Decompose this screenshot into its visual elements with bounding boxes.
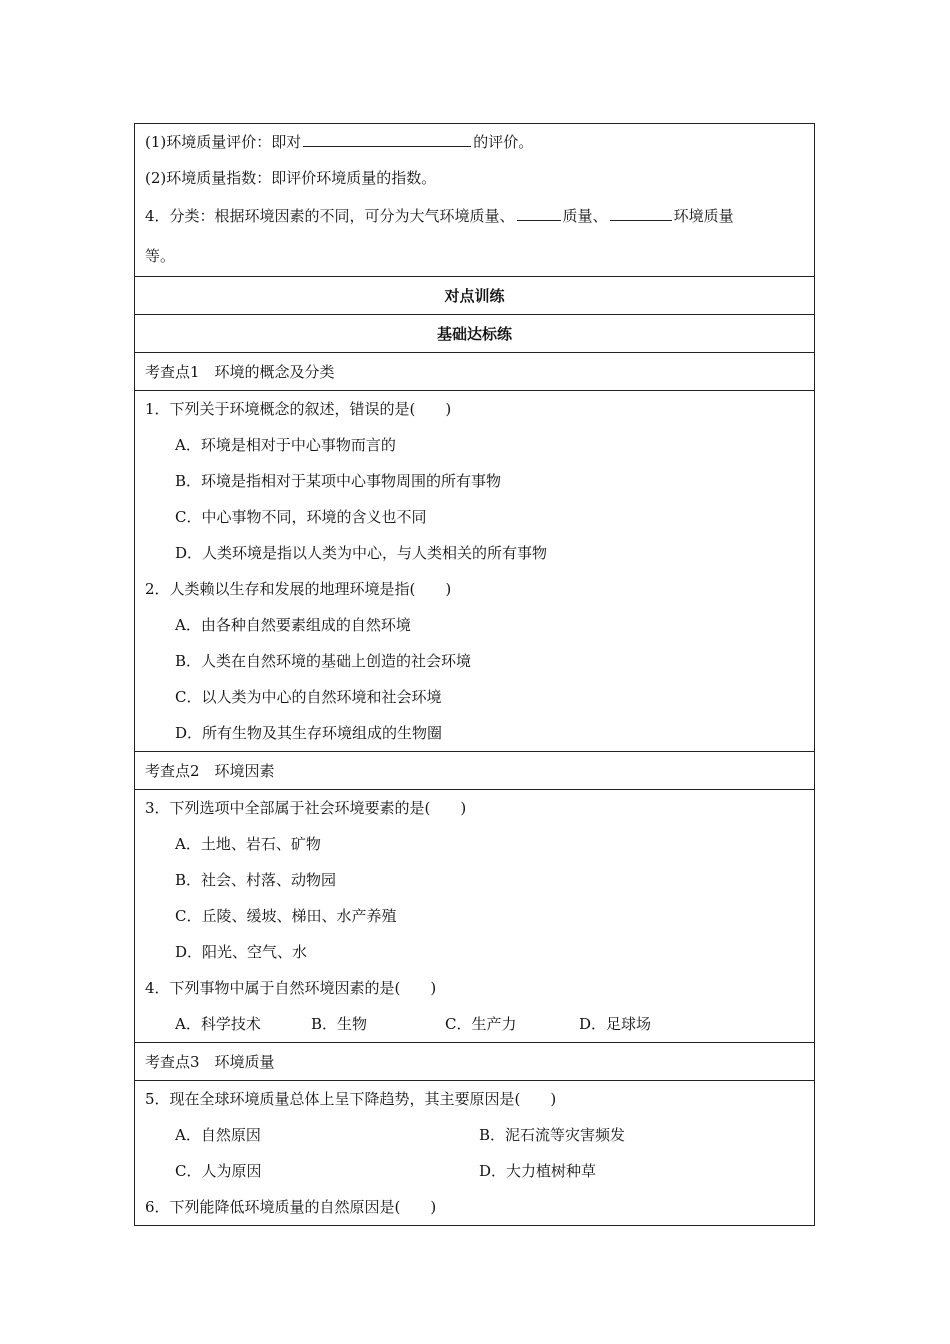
option-a[interactable]: A．科学技术 xyxy=(175,1015,261,1033)
question-stem: 5．现在全球环境质量总体上呈下降趋势，其主要原因是( ) xyxy=(145,1090,557,1108)
option-b[interactable]: B．环境是指相对于某项中心事物周围的所有事物 xyxy=(175,472,502,490)
section-title: 考查点1 环境的概念及分类 xyxy=(135,353,814,391)
option-c[interactable]: C．以人类为中心的自然环境和社会环境 xyxy=(175,688,442,706)
option-b[interactable]: B．人类在自然环境的基础上创造的社会环境 xyxy=(175,652,472,670)
question-stem: 2．人类赖以生存和发展的地理环境是指( ) xyxy=(145,580,452,598)
option-a[interactable]: A．自然原因 xyxy=(175,1126,261,1144)
option-b[interactable]: B．生物 xyxy=(311,1015,368,1033)
option-c[interactable]: C．人为原因 xyxy=(175,1162,262,1180)
intro-line-3 xyxy=(145,196,804,236)
option-b[interactable]: B．社会、村落、动物园 xyxy=(175,871,337,889)
questions-3-4-cell xyxy=(135,790,814,1043)
intro-text: 质量、 xyxy=(562,207,608,225)
option-d[interactable]: D．大力植树种草 xyxy=(479,1162,597,1180)
question-stem: 1．下列关于环境概念的叙述，错误的是( ) xyxy=(145,400,452,418)
intro-line-1 xyxy=(145,124,804,160)
intro-text: 4．分类：根据环境因素的不同，可分为大气环境质量、 xyxy=(145,207,515,225)
intro-line-4: 等。 xyxy=(145,247,176,265)
section-title: 考查点2 环境因素 xyxy=(135,752,814,790)
intro-text: (1)环境质量评价：即对 xyxy=(145,133,302,151)
question-stem: 3．下列选项中全部属于社会环境要素的是( ) xyxy=(145,799,467,817)
option-a[interactable]: A．环境是相对于中心事物而言的 xyxy=(175,436,396,454)
basic-header: 基础达标练 xyxy=(135,315,814,353)
question-stem: 6．下列能降低环境质量的自然原因是( ) xyxy=(145,1198,437,1216)
option-b[interactable]: B．泥石流等灾害频发 xyxy=(479,1126,626,1144)
fill-blank[interactable] xyxy=(610,206,672,221)
practice-header: 对点训练 xyxy=(135,277,814,315)
option-d[interactable]: D．足球场 xyxy=(579,1015,652,1033)
option-a[interactable]: A．土地、岩石、矿物 xyxy=(175,835,321,853)
fill-blank[interactable] xyxy=(517,206,561,221)
questions-1-2-cell xyxy=(135,391,814,752)
option-c[interactable]: C．中心事物不同，环境的含义也不同 xyxy=(175,508,427,526)
option-c[interactable]: C．丘陵、缓坡、梯田、水产养殖 xyxy=(175,907,397,925)
intro-text: 的评价。 xyxy=(473,133,534,151)
intro-line-2: (2)环境质量指数：即评价环境质量的指数。 xyxy=(145,169,437,187)
options-row xyxy=(145,1153,804,1189)
option-d[interactable]: D．所有生物及其生存环境组成的生物圈 xyxy=(175,724,443,742)
section-title: 考查点3 环境质量 xyxy=(135,1043,814,1081)
questions-5-6-cell xyxy=(135,1081,814,1225)
option-d[interactable]: D．人类环境是指以人类为中心，与人类相关的所有事物 xyxy=(175,544,548,562)
worksheet-table xyxy=(134,123,815,1226)
option-a[interactable]: A．由各种自然要素组成的自然环境 xyxy=(175,616,411,634)
intro-cell xyxy=(135,124,814,277)
option-c[interactable]: C．生产力 xyxy=(445,1015,517,1033)
option-d[interactable]: D．阳光、空气、水 xyxy=(175,943,308,961)
question-stem: 4．下列事物中属于自然环境因素的是( ) xyxy=(145,979,437,997)
options-row xyxy=(145,1117,804,1153)
intro-text: 环境质量 xyxy=(673,207,734,225)
options-row xyxy=(145,1006,804,1042)
fill-blank[interactable] xyxy=(303,132,471,147)
